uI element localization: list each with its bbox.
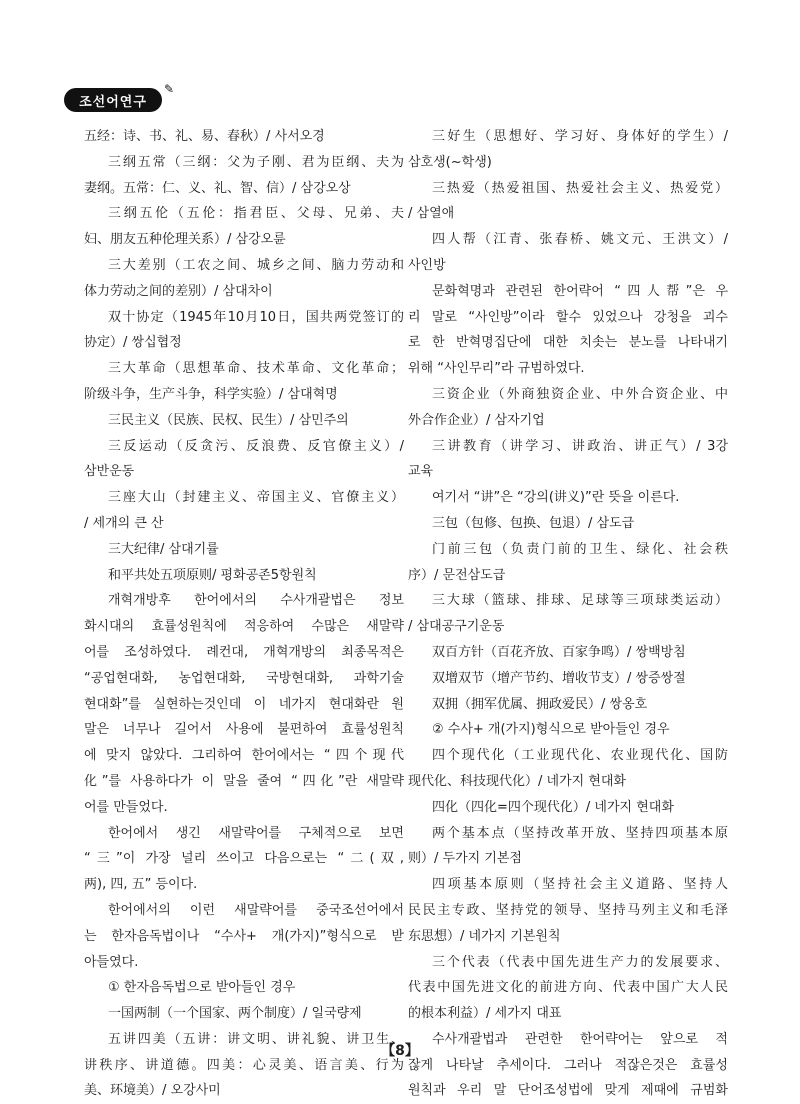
text-line: 위해 “사인무리”라 규범하였다. bbox=[408, 361, 585, 377]
text-line: 현대화”를 실현하는것인데 이 네가지 현대화란 원 bbox=[84, 696, 404, 712]
text-line: 한어에서 생긴 새말략어를 구체적으로 보면 bbox=[108, 825, 404, 841]
text-line: / 세개의 큰 산 bbox=[84, 515, 164, 531]
text-line: 三纲五伦（五伦：指君臣、父母、兄弟、夫 bbox=[108, 206, 404, 222]
text-line: 원칙과 우리 말 단어조성법에 맞게 제때에 규범화 bbox=[408, 1083, 728, 1099]
text-line: 四项基本原则（坚持社会主义道路、坚持人 bbox=[432, 877, 728, 893]
text-line: 문화혁명과 관련된 한어략어 “四人帮”은 우 bbox=[432, 283, 728, 299]
logo-ornament-icon: ✎ bbox=[163, 82, 174, 96]
text-line: 妻纲。五常：仁、义、礼、智、信）/ 삼강오상 bbox=[84, 180, 351, 196]
text-line: 삼반운동 bbox=[84, 464, 135, 480]
text-line: 三大差别（工农之间、城乡之间、脑力劳动和 bbox=[108, 257, 404, 273]
text-line: 어를 조성하였다. 례컨대, 개혁개방의 최종목적은 bbox=[84, 644, 404, 660]
text-line: 东思想）/ 네가지 기본원칙 bbox=[408, 928, 561, 944]
text-line: 讲秩序、讲道德。四美：心灵美、语言美、行为 bbox=[84, 1057, 404, 1073]
text-line: 四化（四化=四个现代化）/ 네가지 현대화 bbox=[432, 799, 674, 815]
text-line: 体力劳动之间的差别）/ 삼대차이 bbox=[84, 283, 273, 299]
text-line: 三大球（篮球、排球、足球等三项球类运动） bbox=[432, 593, 728, 609]
text-line: / 삼대공구기운동 bbox=[408, 619, 505, 635]
text-line: 代表中国先进文化的前进方向、代表中国广大人民 bbox=[408, 980, 728, 996]
text-line: 美、环境美）/ 오강사미 bbox=[84, 1083, 221, 1099]
text-line: “三”이 가장 널리 쓰이고 다음으로는 “二(双, bbox=[84, 851, 404, 867]
text-line: 三资企业（外商独资企业、中外合资企业、中 bbox=[432, 386, 728, 402]
text-line: 化”를 사용하다가 이 말을 줄여 “四化”란 새말략 bbox=[84, 773, 404, 789]
text-line: 则）/ 두가지 기본점 bbox=[408, 851, 522, 867]
text-line: 三热爱（热爱祖国、热爱社会主义、热爱党） bbox=[432, 180, 728, 196]
text-line: 개혁개방후 한어에서의 수사개괄법은 정보 bbox=[108, 593, 404, 609]
text-line: 的根本利益）/ 세가지 대표 bbox=[408, 1006, 562, 1022]
text-line: 两), 四, 五” 등이다. bbox=[84, 877, 198, 893]
journal-logo-text: 조선어연구 bbox=[79, 94, 147, 110]
text-line: 序）/ 문전삼도급 bbox=[408, 567, 506, 583]
text-line: 잖게 나타날 추세이다. 그러나 적잖은것은 효률성 bbox=[408, 1057, 728, 1073]
text-line: 阶级斗争，生产斗争，科学实验）/ 삼대혁명 bbox=[84, 386, 338, 402]
text-line: 三个代表（代表中国先进生产力的发展要求、 bbox=[432, 954, 728, 970]
text-line: 三大纪律/ 삼대기률 bbox=[108, 541, 219, 557]
text-line: 는 한자음독법이나 “수사+ 개(가지)”형식으로 받 bbox=[84, 928, 404, 944]
text-line: / 삼열애 bbox=[408, 206, 455, 222]
text-line: ② 수사+ 개(가지)형식으로 받아들인 경우 bbox=[432, 722, 670, 738]
text-line: 双十协定（1945年10月10日，国共两党签订的 bbox=[108, 309, 404, 325]
text-line: “공업현대화, 농업현대화, 국방현대화, 과학기술 bbox=[84, 670, 404, 686]
text-line: 民民主专政、坚持党的领导、坚持马列主义和毛泽 bbox=[408, 902, 728, 918]
right-column bbox=[408, 124, 728, 1104]
text-line: 五经：诗、书、礼、易、春秋）/ 사서오경 bbox=[84, 129, 325, 144]
text-line: 한어에서의 이런 새말략어를 중국조선어에서 bbox=[108, 902, 404, 918]
text-line: 여기서 “讲”은 “강의(讲义)”란 뜻을 이른다. bbox=[432, 490, 680, 506]
text-line: 双拥（拥军优属、拥政爱民）/ 쌍옹호 bbox=[432, 696, 648, 712]
text-line: 교육 bbox=[408, 464, 434, 480]
text-line: ① 한자음독법으로 받아들인 경우 bbox=[108, 980, 296, 996]
text-line: 妇、朋友五种伦理关系）/ 삼강오륜 bbox=[84, 232, 286, 248]
text-line: 门前三包（负责门前的卫生、绿化、社会秩 bbox=[432, 541, 728, 557]
text-line: 로 한 반혁명집단에 대한 치솟는 분노를 나타내기 bbox=[408, 335, 728, 351]
text-line: 五讲四美（五讲：讲文明、讲礼貌、讲卫生、 bbox=[108, 1031, 404, 1047]
text-line: 四人帮（江青、张春桥、姚文元、王洪文）/ bbox=[432, 232, 728, 248]
text-line: 三座大山（封建主义、帝国主义、官僚主义） bbox=[108, 490, 404, 506]
text-line: 어를 만들었다. bbox=[84, 799, 168, 815]
text-line: 사인방 bbox=[408, 257, 446, 273]
text-line: 外合作企业）/ 삼자기업 bbox=[408, 412, 545, 428]
text-line: 수사개괄법과 관련한 한어략어는 앞으로 적 bbox=[432, 1031, 728, 1047]
text-line: 协定）/ 쌍십협정 bbox=[84, 335, 182, 351]
journal-logo bbox=[64, 82, 174, 112]
text-line: 一国两制（一个国家、两个制度）/ 일국량제 bbox=[108, 1006, 362, 1022]
text-line: 三大革命（思想革命、技术革命、文化革命； bbox=[108, 361, 404, 377]
text-line: 아들였다. bbox=[84, 954, 139, 970]
text-line: 에 맞지 않았다. 그리하여 한어에서는 “四个现代 bbox=[84, 748, 404, 764]
text-line: 三纲五常（三纲：父为子刚、君为臣纲、夫为 bbox=[108, 154, 404, 170]
text-line: 삼호생(~학생) bbox=[408, 154, 492, 170]
text-line: 리 말로 “사인방”이라 할수 있었으나 강청을 괴수 bbox=[408, 309, 728, 325]
left-column bbox=[84, 124, 404, 1104]
text-line: 말은 너무나 길어서 사용에 불편하여 효률성원칙 bbox=[84, 722, 404, 738]
text-line: 和平共处五项原则/ 평화공존5항원칙 bbox=[108, 567, 317, 583]
text-line: 三讲教育（讲学习、讲政治、讲正气）/ 3강 bbox=[432, 438, 728, 454]
text-line: 三好生（思想好、学习好、身体好的学生）/ bbox=[432, 129, 728, 144]
text-line: 四个现代化（工业现代化、农业现代化、国防 bbox=[432, 748, 728, 764]
text-line: 三民主义（民族、民权、民生）/ 삼민주의 bbox=[108, 412, 349, 428]
text-line: 화시대의 효률성원칙에 적응하여 수많은 새말략 bbox=[84, 619, 404, 635]
text-line: 两个基本点（坚持改革开放、坚持四项基本原 bbox=[432, 825, 728, 841]
text-line: 三包（包修、包换、包退）/ 삼도급 bbox=[432, 515, 635, 531]
text-line: 双百方针（百花齐放、百家争鸣）/ 쌍백방침 bbox=[432, 644, 686, 660]
text-line: 双增双节（增产节约、增收节支）/ 쌍증쌍절 bbox=[432, 670, 686, 686]
page-number: 【8】 bbox=[381, 1043, 419, 1059]
text-line: 现代化、科技现代化）/ 네가지 현대화 bbox=[408, 773, 626, 789]
text-line: 三反运动（反贪污、反浪费、反官僚主义）/ bbox=[108, 438, 404, 454]
